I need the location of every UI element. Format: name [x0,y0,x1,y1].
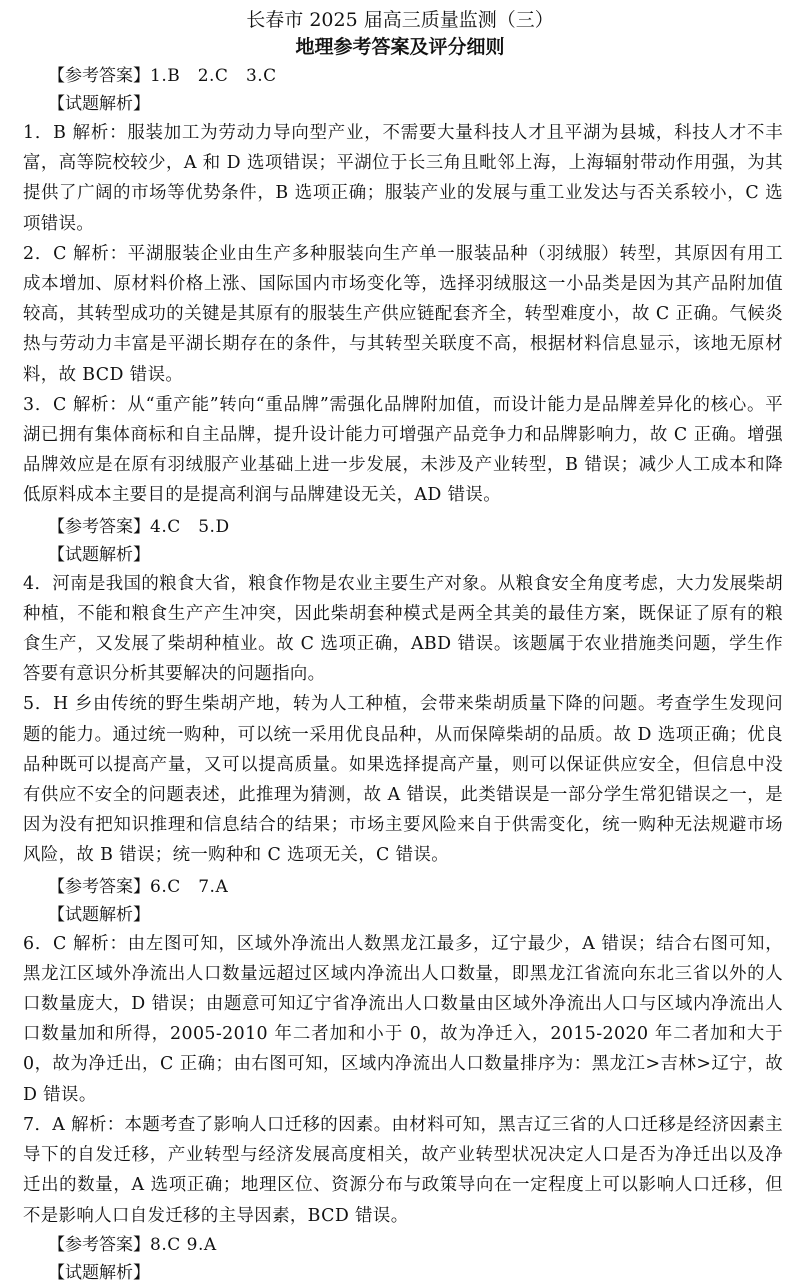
document-title: 长春市 2025 届高三质量监测（三） [246,9,554,31]
explanation-q4: 4．河南是我国的粮食大省，粮食作物是农业主要生产对象。从粮食安全角度考虑，大力发展柴胡种植，不能和粮食生产产生冲突，因此柴胡套种模式是两全其美的最佳方案，既保证了原有的粮食生产，又发展了柴胡种植业。故 C 选项正确，ABD 错误。该题属于农业措施类问题，学生作答要有意识分析其要解决的问题指向。 [23,573,783,685]
explanation-q2: 2．C 解析：平湖服装企业由生产多种服装向生产单一服装品种（羽绒服）转型，其原因有用工成本增加、原材料价格上涨、国际国内市场变化等，选择羽绒服这一小品类是因为其产品附加值较高，其转型成功的关键是其原有的服装生产供应链配套齐全，转型难度小，故 C 正确。气候炎热与劳动力丰富是平湖长期存在的条件，与其转型关联度不高，根据材料信息显示，该地无原材料，故 BCD 错误。 [23,243,783,385]
analysis-label: 【试题解析】 [48,544,150,565]
answer-values: 4.C 5.D [150,516,230,537]
explanation-q5: 5．H 乡由传统的野生柴胡产地，转为人工种植，会带来柴胡质量下降的问题。考查学生发现问题的能力。通过统一购种，可以统一采用优良品种，从而保障柴胡的品质。故 D 选项正确；优良品种既可以提高产量，又可以提高质量。如果选择提高产量，则可以保证供应安全，但信息中没有供应不安全的问题表述，此推理为猜测，故 A 错误，此类错误是一部分学生常犯错误之一，是因为没有把知识推理和信息结合的结果；市场主要风险来自于供需变化，统一购种无法规避市场风险，故 B 错误；统一购种和 C 选项无关，C 错误。 [23,694,783,866]
explanation-q7: 7．A 解析：本题考查了影响人口迁移的因素。由材料可知，黑吉辽三省的人口迁移是经济因素主导下的自发迁移，产业转型与经济发展高度相关，故产业转型状况决定人口是否为净迁出以及净迁出的数量，A 选项正确；地理区位、资源分布与政策导向在一定程度上可以影响人口迁移，但不是影响人口自发迁移的主导因素，BCD 错误。 [23,1114,783,1226]
answer-header [23,62,783,90]
explanation-q6: 6．C 解析：由左图可知，区域外净流出人数黑龙江最多，辽宁最少，A 错误；结合右图可知，黑龙江区域外净流出人口数量远超过区域内净流出人口数量，即黑龙江省流向东北三省以外的人口数量庞大，D 错误；由题意可知辽宁省净流出人口数量由区域外净流出人口与区域内净流出人口数量加和所得，2005-2010 年二者加和小于 0，故为净迁入，2015-2020 年二者加和大于 0，故为净迁出，C 正确；由右图可知，区域内净流出人口数量排序为：黑龙江>吉林>辽宁，故 D 错误。 [23,933,783,1105]
explanation-q1: 1．B 解析：服装加工为劳动力导向型产业，不需要大量科技人才且平湖为县城，科技人才不丰富，高等院校较少，A 和 D 选项错误；平湖位于长三角且毗邻上海，上海辐射带动作用强，为其提供了广阔的市场等优势条件，B 选项正确；服装产业的发展与重工业发达与否关系较小，C 选项错误。 [23,123,783,234]
answer-header [23,1231,783,1259]
answer-section-4 [23,1231,783,1287]
answer-label: 【参考答案】 [48,66,150,86]
answer-section-1 [23,62,783,511]
analysis-label: 【试题解析】 [48,94,150,114]
answer-header [23,513,783,541]
answer-section-3 [23,873,783,1231]
document-body [23,62,783,1287]
analysis-label: 【试题解析】 [48,904,150,925]
answer-label: 【参考答案】 [48,516,150,537]
document-subtitle: 地理参考答案及评分细则 [295,36,505,58]
explanation-q3: 3．C 解析：从“重产能”转向“重品牌”需强化品牌附加值，而设计能力是品牌差异化的核心。平湖已拥有集体商标和自主品牌，提升设计能力可增强产品竞争力和品牌影响力，故 C 正确。增强品牌效应是在原有羽绒服产业基础上进一步发展，未涉及产业转型，B 错误；减少人工成本和降低原料成本主要目的是提高利润与品牌建设无关，AD 错误。 [23,394,783,506]
answer-header [23,873,783,901]
answer-values: 8.C 9.A [150,1234,217,1255]
answer-values: 1.B 2.C 3.C [150,66,277,86]
analysis-label: 【试题解析】 [48,1262,150,1283]
answer-label: 【参考答案】 [48,1234,150,1255]
answer-section-2 [23,513,783,871]
answer-label: 【参考答案】 [48,876,150,897]
answer-values: 6.C 7.A [150,876,229,897]
